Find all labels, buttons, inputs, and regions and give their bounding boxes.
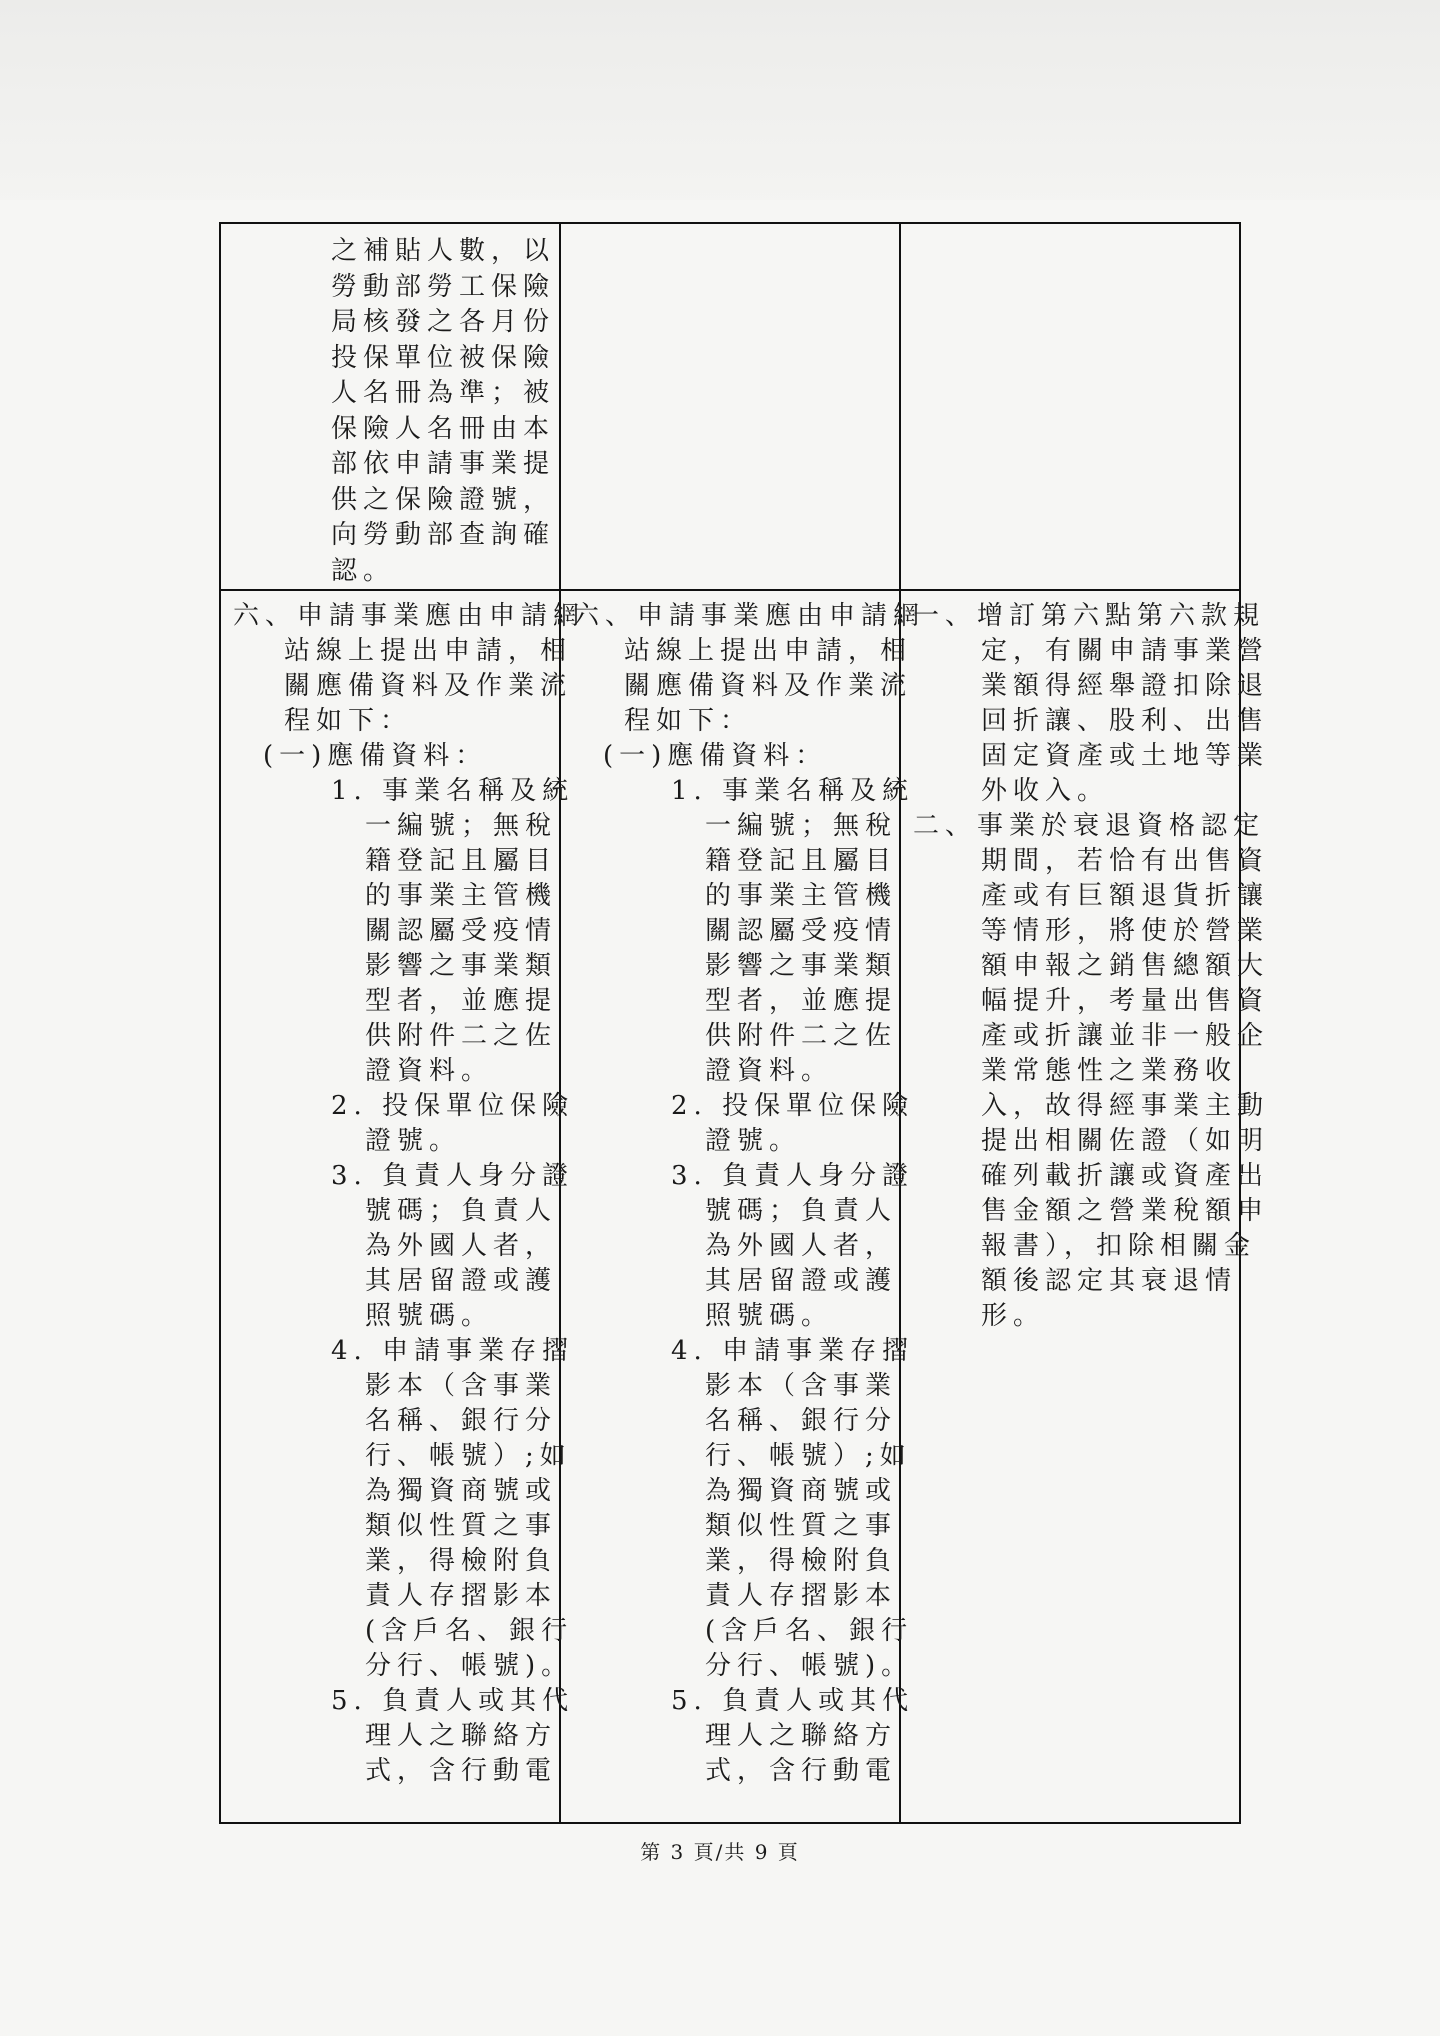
text-line: 分行、帳號)。 [365, 1651, 574, 1681]
text-line: 額申報之銷售總額大 [981, 951, 1270, 981]
text-line: 一編號；無稅 [705, 811, 898, 841]
text-line: 報書），扣除相關金 [981, 1231, 1257, 1261]
text-line: 型者，並應提 [365, 986, 558, 1016]
text-line: 責人存摺影本 [365, 1581, 558, 1611]
text-line: 影本（含事業 [705, 1371, 898, 1401]
text-line: 分行、帳號)。 [705, 1651, 914, 1681]
text-line: 勞動部勞工保險 [331, 271, 556, 302]
text-line: 局核發之各月份 [331, 307, 556, 337]
text-line: 為獨資商號或 [705, 1476, 898, 1506]
text-line: 向勞動部查詢確 [331, 520, 556, 550]
text-line: 業常態性之業務收 [981, 1056, 1238, 1086]
text-line: 站線上提出申請，相 [624, 636, 913, 666]
text-line: 4. 申請事業存摺 [671, 1336, 915, 1366]
text-line: 一、增訂第六點第六款規 [913, 601, 1266, 631]
text-line: 號碼；負責人 [365, 1196, 558, 1226]
text-line: (含戶名、銀行 [705, 1616, 914, 1646]
text-line: 影本（含事業 [365, 1371, 558, 1401]
text-line: 證資料。 [365, 1056, 494, 1086]
text-line: 照號碼。 [705, 1301, 834, 1331]
page-number: 第 3 頁/共 9 頁 [640, 1840, 800, 1864]
text-line: 幅提升，考量出售資 [981, 986, 1270, 1016]
text-line: 部依申請事業提 [331, 449, 556, 479]
text-line: 影響之事業類 [705, 951, 898, 981]
text-line: 籍登記且屬目 [705, 846, 898, 876]
text-line: 保險人名冊由本 [331, 413, 556, 444]
text-line: 站線上提出申請，相 [284, 636, 573, 666]
text-line: 業，得檢附負 [705, 1546, 898, 1576]
text-line: 型者，並應提 [705, 986, 898, 1016]
text-line: 程如下： [284, 706, 413, 736]
text-line: 類似性質之事 [705, 1511, 898, 1541]
text-line: 確列載折讓或資產出 [981, 1161, 1270, 1191]
text-line: (含戶名、銀行 [365, 1616, 574, 1646]
row2-col2-cell [561, 591, 926, 1824]
scan-shading [0, 0, 1440, 200]
text-line: 為獨資商號或 [365, 1476, 558, 1506]
text-line: 類似性質之事 [365, 1511, 558, 1541]
text-line: 1. 事業名稱及統 [671, 776, 915, 806]
text-line: 形。 [981, 1301, 1046, 1331]
text-line: 額後認定其衰退情 [981, 1266, 1238, 1296]
text-line: 供之保險證號， [331, 484, 556, 515]
text-line: 證號。 [705, 1126, 802, 1156]
text-line: 4. 申請事業存摺 [331, 1336, 575, 1366]
text-line: 入，故得經事業主動 [981, 1091, 1270, 1121]
text-line: 產或折讓並非一般企 [981, 1021, 1270, 1051]
text-line: 3. 負責人身分證 [331, 1161, 575, 1191]
text-line: 回折讓、股利、出售 [981, 706, 1270, 736]
text-line: 籍登記且屬目 [365, 846, 558, 876]
text-line: 定，有關申請事業營 [981, 636, 1270, 666]
comparison-table [219, 222, 1270, 1824]
text-line: 業，得檢附負 [365, 1546, 558, 1576]
text-line: 六、申請事業應由申請網 [233, 601, 586, 631]
text-line: 理人之聯絡方 [705, 1721, 898, 1751]
text-line: 為外國人者， [705, 1231, 898, 1261]
text-line: 行、帳號）;如 [365, 1441, 572, 1471]
text-line: 投保單位被保險 [331, 342, 556, 373]
text-line: 售金額之營業稅額申 [981, 1196, 1270, 1226]
text-line: 外收入。 [981, 776, 1110, 806]
text-line: 證資料。 [705, 1056, 834, 1086]
text-line: 關應備資料及作業流 [624, 671, 913, 701]
text-line: 期間，若恰有出售資 [981, 846, 1270, 876]
text-line: 產或有巨額退貨折讓 [981, 881, 1270, 911]
text-line: 3. 負責人身分證 [671, 1161, 915, 1191]
text-line: 其居留證或護 [705, 1266, 898, 1296]
text-line: 人名冊為準；被 [331, 378, 556, 408]
text-line: 行、帳號）;如 [705, 1441, 912, 1471]
text-line: 2. 投保單位保險 [331, 1091, 575, 1121]
text-line: (一)應備資料： [263, 741, 488, 771]
text-line: 照號碼。 [365, 1301, 494, 1331]
text-line: 式，含行動電 [365, 1756, 558, 1786]
row2-col1-cell [221, 591, 586, 1824]
row1-col1-cell [221, 224, 559, 589]
text-line: 認。 [331, 555, 396, 586]
text-line: 其居留證或護 [365, 1266, 558, 1296]
text-line: 證號。 [365, 1126, 462, 1156]
text-line: 供附件二之佐 [365, 1021, 558, 1051]
text-line: 程如下： [624, 706, 753, 736]
text-line: 關應備資料及作業流 [284, 671, 573, 701]
text-line: 2. 投保單位保險 [671, 1091, 915, 1121]
row2-col3-cell [901, 591, 1270, 1824]
text-line: 為外國人者， [365, 1231, 558, 1261]
text-line: 名稱、銀行分 [705, 1406, 898, 1436]
text-line: 責人存摺影本 [705, 1581, 898, 1611]
text-line: 固定資產或土地等業 [981, 741, 1270, 771]
text-line: 5. 負責人或其代 [671, 1686, 915, 1716]
text-line: 號碼；負責人 [705, 1196, 898, 1226]
text-line: 的事業主管機 [705, 881, 898, 911]
text-line: 提出相關佐證（如明 [981, 1126, 1270, 1156]
text-line: 的事業主管機 [365, 881, 558, 911]
text-line: 關認屬受疫情 [705, 916, 898, 946]
text-line: 名稱、銀行分 [365, 1406, 558, 1436]
text-line: 5. 負責人或其代 [331, 1686, 575, 1716]
text-line: 1. 事業名稱及統 [331, 776, 575, 806]
text-line: 關認屬受疫情 [365, 916, 558, 946]
text-line: 等情形，將使於營業 [981, 916, 1270, 946]
text-line: 一編號；無稅 [365, 811, 558, 841]
text-line: 理人之聯絡方 [365, 1721, 558, 1751]
text-line: 之補貼人數，以 [331, 236, 556, 266]
text-line: 式，含行動電 [705, 1756, 898, 1786]
row1-col3-cell [901, 224, 1241, 589]
text-line: 二、事業於衰退資格認定 [913, 811, 1266, 841]
text-line: 業額得經舉證扣除退 [981, 671, 1270, 701]
text-line: 供附件二之佐 [705, 1021, 898, 1051]
row1-col2-cell [561, 224, 899, 589]
text-line: 六、申請事業應由申請網 [573, 601, 926, 631]
text-line: 影響之事業類 [365, 951, 558, 981]
text-line: (一)應備資料： [603, 741, 828, 771]
